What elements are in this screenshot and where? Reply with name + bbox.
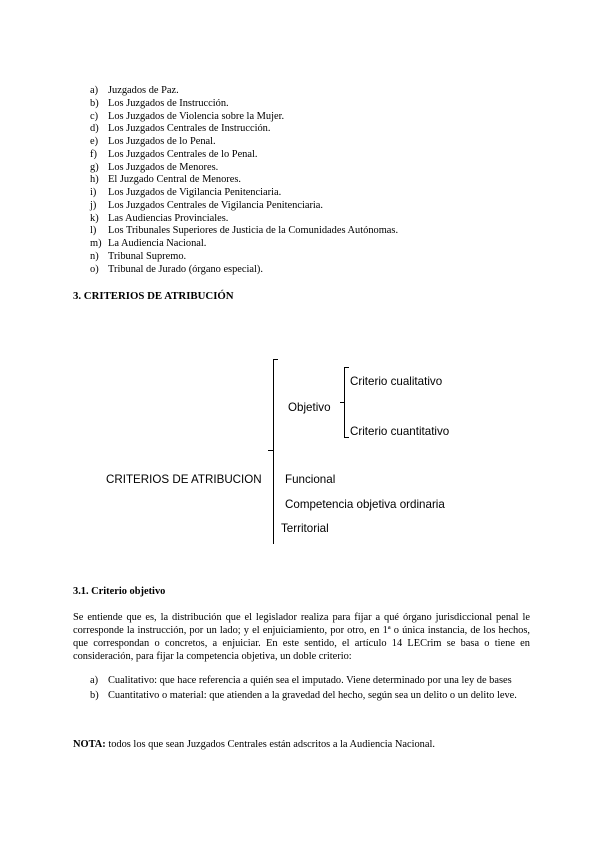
diagram-objetivo: Objetivo — [288, 401, 331, 414]
criteria-item-text: Cuantitativo o material: que atienden a la gravedad del hecho, según sea un delito o un delito leve. — [108, 689, 517, 701]
court-list-item — [90, 162, 398, 175]
court-list-item-text: La Audiencia Nacional. — [108, 238, 207, 249]
court-list-item-text: Los Juzgados Centrales de Vigilancia Penitenciaria. — [108, 199, 324, 211]
court-list-item-letter: o) — [90, 263, 99, 275]
court-list-item — [90, 98, 398, 111]
court-list-item-text: Los Juzgados de lo Penal. — [108, 136, 216, 147]
sub-bracket-tick — [340, 402, 344, 403]
court-list-item — [90, 264, 398, 277]
diagram-root: CRITERIOS DE ATRIBUCION — [106, 473, 262, 486]
court-list-item — [90, 123, 398, 136]
court-list-item-letter: l) — [90, 225, 97, 237]
section-heading: 3. CRITERIOS DE ATRIBUCIÓN — [73, 290, 234, 302]
court-list-item-text: Los Juzgados Centrales de Instrucción. — [108, 123, 271, 135]
note-label: NOTA: — [73, 739, 106, 750]
main-bracket-tick — [268, 450, 273, 451]
court-list-item-letter: f) — [90, 148, 97, 160]
court-list-item-letter: h) — [90, 174, 99, 186]
court-list-item-text: Los Juzgados de Vigilancia Penitenciaria. — [108, 187, 282, 198]
main-bracket-line — [273, 359, 274, 544]
note — [73, 739, 435, 750]
court-list-item-text: Las Audiencias Provinciales. — [108, 212, 229, 224]
court-list-item-text: Juzgados de Paz. — [108, 85, 179, 96]
court-list-item-text: Los Juzgados de Menores. — [108, 161, 219, 173]
court-list-item — [90, 238, 398, 251]
diagram-territorial: Territorial — [281, 522, 329, 535]
court-list-item — [90, 200, 398, 213]
sub-bracket-bottom — [344, 437, 349, 438]
court-list-item-letter: m) — [90, 238, 102, 249]
court-list-item-letter: e) — [90, 136, 99, 147]
court-list-item-letter: d) — [90, 123, 99, 135]
court-list-item — [90, 149, 398, 162]
court-list-item — [90, 213, 398, 226]
court-list-item-letter: k) — [90, 212, 99, 224]
court-list-item — [90, 85, 398, 98]
court-list-item — [90, 136, 398, 149]
diagram-competencia: Competencia objetiva ordinaria — [285, 498, 445, 511]
criteria-diagram — [0, 355, 600, 545]
court-list — [90, 85, 398, 276]
court-list-item-text: Tribunal Supremo. — [108, 250, 187, 262]
court-list-item-text: Los Juzgados Centrales de lo Penal. — [108, 148, 258, 160]
court-list-item-letter: i) — [90, 187, 97, 198]
court-list-item-letter: j) — [90, 199, 97, 211]
court-list-item — [90, 187, 398, 200]
court-list-item-letter: b) — [90, 97, 99, 109]
court-list-item-letter: a) — [90, 85, 99, 96]
subsection-heading: 3.1. Criterio objetivo — [73, 586, 166, 597]
court-list-item-text: Los Juzgados de Violencia sobre la Mujer. — [108, 110, 285, 122]
note-text: todos los que sean Juzgados Centrales están adscritos a la Audiencia Nacional. — [105, 739, 435, 750]
court-list-item-letter: n) — [90, 250, 99, 262]
criteria-item-letter: b) — [90, 689, 99, 701]
diagram-cuantitativo: Criterio cuantitativo — [350, 425, 450, 438]
court-list-item-text: Los Tribunales Superiores de Justicia de la Comunidades Autónomas. — [108, 225, 399, 237]
criteria-item — [90, 690, 530, 703]
criteria-list — [90, 675, 530, 705]
paragraph: Se entiende que es, la distribución que el legislador realiza para fijar a qué órgano jurisdiccional penal le corresponde la instrucción, por un lado; y el enjuiciamiento, por otro, en 1ª o única instancia, de los hechos, que correspondan o concretos, a enjuiciar. En este sentido, el artículo 14 LECrim se basa o tiene en consideración, para fijar la competencia objetiva, un doble criterio: — [73, 612, 530, 662]
court-list-item — [90, 174, 398, 187]
sub-bracket-line — [344, 367, 345, 437]
criteria-item — [90, 675, 530, 688]
diagram-cualitativo: Criterio cualitativo — [350, 375, 443, 388]
criteria-item-text: Cualitativo: que hace referencia a quién sea el imputado. Viene determinado por una ley de bases — [108, 675, 512, 686]
court-list-item — [90, 251, 398, 264]
diagram-funcional: Funcional — [285, 473, 336, 486]
court-list-item — [90, 111, 398, 124]
criteria-item-letter: a) — [90, 675, 99, 686]
court-list-item-text: Los Juzgados de Instrucción. — [108, 97, 229, 109]
sub-bracket-top — [344, 367, 349, 368]
court-list-item-text: El Juzgado Central de Menores. — [108, 174, 242, 186]
court-list-item-letter: g) — [90, 161, 99, 173]
main-bracket-top — [273, 359, 278, 360]
court-list-item-text: Tribunal de Jurado (órgano especial). — [108, 263, 263, 275]
court-list-item — [90, 225, 398, 238]
court-list-item-letter: c) — [90, 110, 99, 122]
